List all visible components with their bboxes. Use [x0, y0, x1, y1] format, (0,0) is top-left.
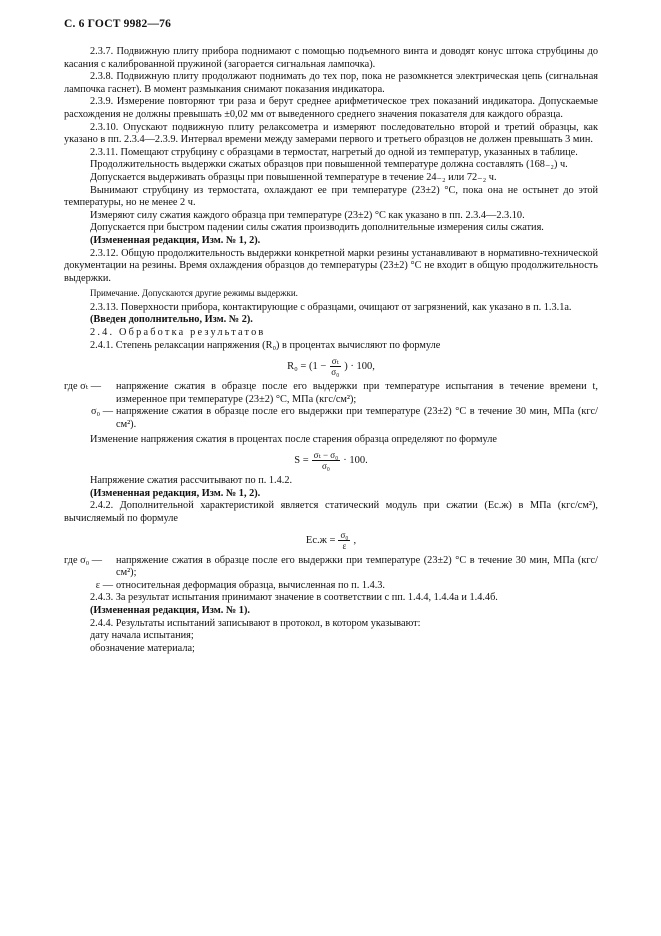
formula-fraction [312, 450, 341, 471]
paragraph-2-3-7: 2.3.7. Подвижную плиту прибора поднимают с помощью подъемного винта и доводят конус штока струбцины до касания с калиброванной пружиной (загорается сигнальная лампочка). [64, 46, 598, 70]
formula-relaxation [64, 356, 598, 377]
paragraph-stress-calc: Напряжение сжатия рассчитывают по п. 1.4.2. [90, 475, 293, 487]
protocol-item: дату начала испытания; [90, 630, 194, 642]
formula-fraction [329, 356, 341, 377]
section-heading-2-4: 2.4. Обработка результатов [90, 327, 266, 339]
paragraph-measure-force: Измеряют силу сжатия каждого образца при температуре (23±2) °С как указано в пп. 2.3.4—2.3.10. [90, 209, 525, 221]
paragraph-2-4-4: 2.4.4. Результаты испытаний записывают в протокол, в котором указывают: [90, 617, 421, 629]
definition-text: напряжение сжатия в образце после его выдержки при температуре (23±2) °С в течение 30 мин, МПа (кгс/см²); [116, 554, 598, 579]
amendment-note: (Измененная редакция, Изм. № 1). [90, 604, 250, 616]
formula-lhs: S = [294, 455, 309, 467]
fraction-denominator: σ₀ [321, 461, 330, 472]
paragraph-2-3-10: 2.3.10. Опускают подвижную плиту релаксометра и измеряют последовательно второй и третий образцы, как указано в пп. 2.3.4—2.3.9. Интервал времени между замерами первого и третьего образцов не должен превышать 3 мин. [64, 121, 598, 146]
paragraph-change-stress: Изменение напряжения сжатия в процентах после старения образца определяют по формуле [90, 433, 497, 445]
formula-rhs: ) · 100, [344, 361, 375, 373]
formula-modulus [64, 530, 598, 551]
formula-rhs: , [353, 534, 357, 546]
definition-text: напряжение сжатия в образце после его выдержки при температуре испытания в течение времени t, измеренное при температуре (23±2) °С, МПа (кгс/см²); [116, 381, 598, 405]
definition-symbol: ε — [95, 579, 113, 591]
paragraph-2-4-2: 2.4.2. Дополнительной характеристикой является статический модуль при сжатии (Eс.ж) в МПа (кгс/см²), вычисляемый по формуле [64, 500, 598, 524]
definition-symbol: σ₀ — [90, 406, 113, 418]
note: Примечание. Допускаются другие режимы выдержки. [90, 288, 298, 299]
formula-lhs: R₀ = (1 − [287, 361, 327, 373]
definition-symbol: где σₜ — [64, 381, 102, 393]
formula-fraction [338, 530, 350, 551]
page-header: С. 6 ГОСТ 9982—76 [64, 18, 172, 30]
definition-symbol: где σ₀ — [64, 554, 103, 566]
paragraph-extra-measure: Допускается при быстром падении силы сжатия производить дополнительные измерения силы сжатия. [90, 222, 544, 234]
amendment-note: (Измененная редакция, Изм. № 1, 2). [90, 234, 261, 246]
definition-sigma-0 [64, 406, 598, 431]
fraction-denominator: ε [342, 540, 347, 551]
definition-sigma-t [64, 381, 598, 406]
formula-change [64, 450, 598, 471]
paragraph-2-4-1: 2.4.1. Степень релаксации напряжения (R₀) в процентах вычисляют по формуле [90, 339, 441, 351]
paragraph-2-3-8: 2.3.8. Подвижную плиту продолжают поднимать до тех пор, пока не разомкнется электрическая цепь (сигнальная лампочка гаснет). В момент размыкания снимают показания индикатора. [64, 71, 598, 95]
paragraph-2-4-3: 2.4.3. За результат испытания принимают значение в соответствии с пп. 1.4.4, 1.4.4а и 1.4.4б. [90, 592, 498, 604]
definition-text: относительная деформация образца, вычисленная по п. 1.4.3. [116, 579, 386, 591]
document-page [64, 18, 598, 655]
fraction-numerator: σ₀ [340, 529, 349, 540]
fraction-numerator: σₜ − σ₀ [313, 450, 339, 461]
definition-sigma-0 [64, 555, 598, 580]
paragraph-2-3-12: 2.3.12. Общую продолжительность выдержки конкретной марки резины устанавливают в нормативно-технической документации на резины. Время охлаждения образцов до температуры (23±2) °С не входит в общую продолжительность выдержки. [64, 247, 598, 284]
fraction-denominator: σ₀ [331, 367, 340, 378]
paragraph-duration: Продолжительность выдержки сжатых образцов при повышенной температуре должна составлять (168₋₂) ч. [90, 159, 568, 171]
definition-epsilon [64, 580, 598, 593]
paragraph-2-3-9: 2.3.9. Измерение повторяют три раза и берут среднее арифметическое трех показаний индикатора. Допускаемые расхождения не должны превышать ±0,02 мм от выведенного среднего значения показателя для каждого образца. [64, 96, 598, 120]
paragraph-2-3-11: 2.3.11. Помещают струбцину с образцами в термостат, нагретый до одной из температур, указанных в таблице. [90, 146, 578, 158]
formula-rhs: · 100. [343, 455, 368, 467]
paragraph-allowed-duration: Допускается выдерживать образцы при повышенной температуре в течение 24₋₂ или 72₋₂ ч. [90, 171, 497, 183]
fraction-numerator: σₜ [331, 356, 339, 367]
paragraph-2-3-13: 2.3.13. Поверхности прибора, контактирующие с образцами, очищают от загрязнений, как указано в п. 1.3.1а. [90, 301, 572, 313]
paragraph-cooling: Вынимают струбцину из термостата, охлаждают ее при температуре (23±2) °С, пока она не остынет до этой температуры, но не менее 2 ч. [64, 184, 598, 209]
definition-text: напряжение сжатия в образце после его выдержки при температуре (23±2) °С в течение 30 мин, МПа (кгс/см²). [116, 406, 598, 431]
protocol-item: обозначение материала; [90, 642, 195, 654]
amendment-note: (Измененная редакция, Изм. № 1, 2). [90, 487, 261, 499]
formula-lhs: Eс.ж = [305, 534, 336, 546]
amendment-note: (Введен дополнительно, Изм. № 2). [90, 314, 253, 326]
